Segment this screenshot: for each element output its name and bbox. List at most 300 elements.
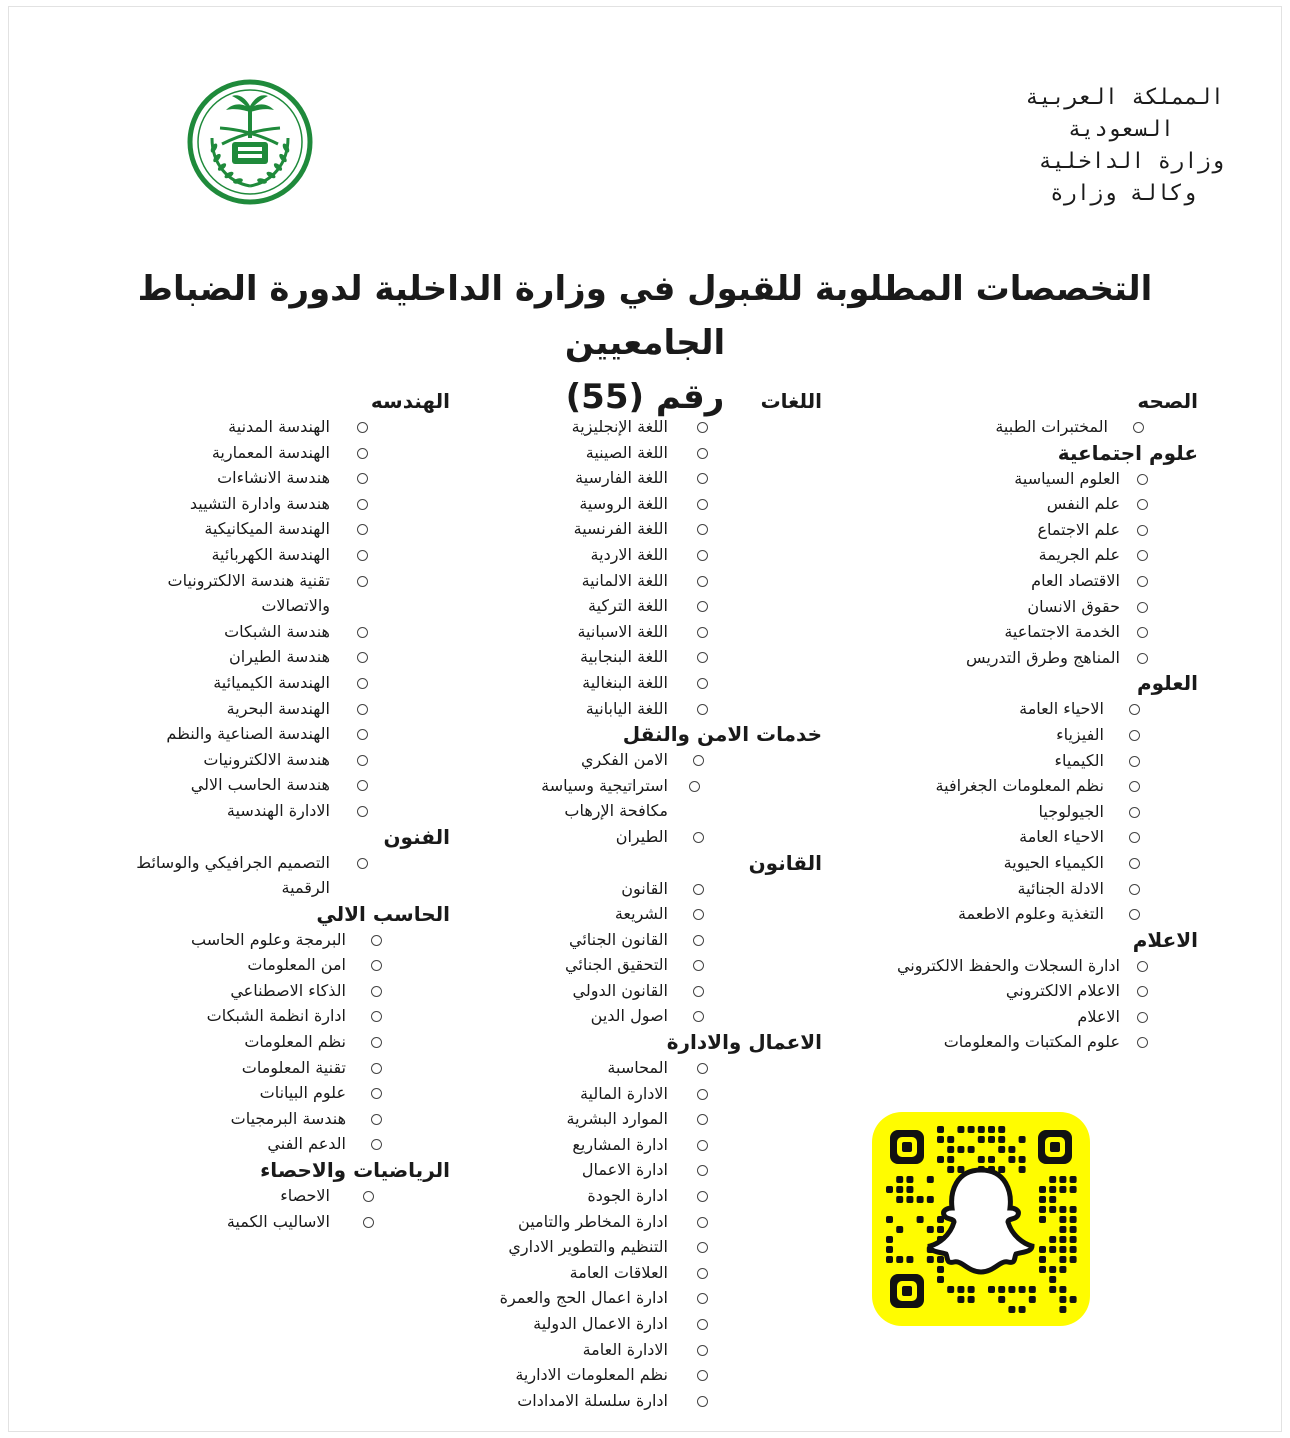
qr-dot [968,1286,975,1293]
circle-bullet-icon [371,1088,382,1099]
circle-bullet-icon [371,1063,382,1074]
circle-bullet-icon [697,550,708,561]
qr-dot [1008,1286,1015,1293]
circle-bullet-icon [357,627,368,638]
list-item: الادارة المالية [470,1081,822,1107]
list-item: امن المعلومات [100,952,450,978]
list-item: هندسة البرمجيات [100,1106,450,1132]
qr-dot [988,1136,995,1143]
circle-bullet-icon [697,1165,708,1176]
circle-bullet-icon [1129,756,1140,767]
header-line: وكالة وزارة [1050,181,1196,206]
qr-dot [1049,1286,1056,1293]
qr-dot [927,1226,934,1233]
qr-dot [957,1146,964,1153]
list-item: المختبرات الطبية [880,414,1198,440]
list-item: اللغة الصينية [470,440,822,466]
list-item: اللغة الالمانية [470,568,822,594]
list-item: ادارة اعمال الحج والعمرة [470,1285,822,1311]
circle-bullet-icon [1137,525,1148,536]
circle-bullet-icon [693,1011,704,1022]
list-item: الهندسة المعمارية [100,440,450,466]
qr-dot [1059,1246,1066,1253]
circle-bullet-icon [697,1293,708,1304]
circle-bullet-icon [1129,884,1140,895]
qr-dot [1049,1236,1056,1243]
circle-bullet-icon [1137,602,1148,613]
list-item: الاعلام الالكتروني [880,978,1198,1004]
qr-dot [896,1186,903,1193]
qr-dot [1049,1196,1056,1203]
qr-dot [1059,1216,1066,1223]
circle-bullet-icon [1137,550,1148,561]
section-heading-computer: الحاسب الالي [316,901,450,926]
circle-bullet-icon [357,499,368,510]
section-heading-engineering: الهندسه [370,389,450,413]
circle-bullet-icon [697,422,708,433]
list-engineering [100,414,450,824]
qr-dot [937,1256,944,1263]
section-heading-law: القانون [748,850,822,875]
list-item: ادارة الجودة [470,1183,822,1209]
circle-bullet-icon [1137,576,1148,587]
qr-dot [886,1256,893,1263]
qr-dot [1039,1206,1046,1213]
qr-dot [978,1156,985,1163]
list-item: نظم المعلومات [100,1029,450,1055]
circle-bullet-icon [1137,986,1148,997]
list-item: العلوم السياسية [880,466,1198,492]
list-item: اللغة الفارسية [470,465,822,491]
column-middle [470,388,822,1413]
circle-bullet-icon [693,960,704,971]
circle-bullet-icon [357,550,368,561]
list-item: تقنية هندسة الالكترونيات والاتصالات [130,568,450,619]
circle-bullet-icon [371,935,382,946]
circle-bullet-icon [697,1140,708,1151]
list-item: استراتيجية وسياسة مكافحة الإرهاب [528,773,822,824]
list-business [470,1055,822,1413]
qr-dot [1059,1306,1066,1313]
list-item: الامن الفكري [470,747,822,773]
qr-dot [1049,1246,1056,1253]
qr-dot [906,1256,913,1263]
circle-bullet-icon [357,858,368,869]
list-item: ادارة سلسلة الامدادات [470,1388,822,1414]
qr-dot [1059,1256,1066,1263]
circle-bullet-icon [697,473,708,484]
qr-dot [1070,1236,1077,1243]
qr-dot [1049,1276,1056,1283]
list-item: الاحصاء [100,1183,450,1209]
circle-bullet-icon [357,780,368,791]
list-item: الموارد البشرية [470,1106,822,1132]
qr-dot [947,1146,954,1153]
ministry-header [964,82,1224,210]
circle-bullet-icon [697,678,708,689]
circle-bullet-icon [357,422,368,433]
qr-dot [1059,1206,1066,1213]
list-item: التغذية وعلوم الاطعمة [880,901,1198,927]
circle-bullet-icon [1129,730,1140,741]
qr-dot [1070,1206,1077,1213]
list-item: تقنية المعلومات [100,1055,450,1081]
circle-bullet-icon [693,986,704,997]
circle-bullet-icon [697,1089,708,1100]
list-item: علم النفس [880,491,1198,517]
header-line: وزارة الداخلية [1038,149,1224,174]
circle-bullet-icon [697,1370,708,1381]
circle-bullet-icon [693,832,704,843]
circle-bullet-icon [357,729,368,740]
list-item: الهندسة الصناعية والنظم [100,721,450,747]
section-heading-sciences: العلوم [1136,671,1198,696]
circle-bullet-icon [371,1037,382,1048]
list-item: الدعم الفني [100,1131,450,1157]
circle-bullet-icon [1137,1037,1148,1048]
circle-bullet-icon [1137,961,1148,972]
circle-bullet-icon [357,524,368,535]
qr-dot [917,1216,924,1223]
list-languages [470,414,822,721]
qr-dot [1059,1236,1066,1243]
list-item: الهندسة الميكانيكية [100,516,450,542]
circle-bullet-icon [357,678,368,689]
qr-dot [968,1296,975,1303]
qr-dot [947,1286,954,1293]
circle-bullet-icon [697,1217,708,1228]
list-item: الاحياء العامة [880,696,1198,722]
circle-bullet-icon [697,448,708,459]
list-item: ادارة السجلات والحفظ الالكتروني [880,953,1198,979]
list-item: التحقيق الجنائي [470,952,822,978]
list-item: الاحياء العامة [880,824,1198,850]
qr-dot [957,1296,964,1303]
list-item: هندسة الطيران [100,644,450,670]
list-item: اللغة الاردية [470,542,822,568]
list-item: ادارة الاعمال الدولية [470,1311,822,1337]
qr-dot [1070,1296,1077,1303]
section-heading-math-stats: الرياضيات والاحصاء [260,1158,450,1183]
qr-dot [886,1236,893,1243]
list-item: الفيزياء [880,722,1198,748]
qr-dot [978,1126,985,1133]
qr-dot [988,1126,995,1133]
circle-bullet-icon [371,1114,382,1125]
circle-bullet-icon [363,1191,374,1202]
qr-dot [947,1136,954,1143]
list-item: الجيولوجيا [880,799,1198,825]
list-item: القانون [470,876,822,902]
qr-dot [1070,1176,1077,1183]
list-item: الكيمياء [880,748,1198,774]
circle-bullet-icon [697,576,708,587]
qr-dot [1049,1176,1056,1183]
list-item: ادارة انظمة الشبكات [100,1003,450,1029]
list-social-sciences [880,466,1198,671]
list-item: الادلة الجنائية [880,876,1198,902]
qr-dot [998,1136,1005,1143]
list-item: الكيمياء الحيوية [880,850,1198,876]
qr-dot [1059,1186,1066,1193]
list-item: الادارة الهندسية [100,798,450,824]
qr-dot [896,1176,903,1183]
circle-bullet-icon [697,1063,708,1074]
qr-dot [957,1166,964,1173]
qr-dot [1039,1216,1046,1223]
circle-bullet-icon [697,499,708,510]
qr-dot [1019,1156,1026,1163]
qr-dot [937,1266,944,1273]
list-item: اللغة البنجابية [470,644,822,670]
list-item: هندسة الالكترونيات [100,747,450,773]
list-item: التصميم الجرافيكي والوسائط الرقمية [100,850,450,901]
qr-dot [1039,1256,1046,1263]
circle-bullet-icon [1129,704,1140,715]
list-item: هندسة الانشاءات [100,465,450,491]
list-item: الهندسة البحرية [100,696,450,722]
snapchat-qr-code-icon [872,1112,1090,1326]
section-heading-security-transport: خدمات الامن والنقل [622,722,822,747]
circle-bullet-icon [697,1319,708,1330]
circle-bullet-icon [697,524,708,535]
qr-dot [988,1156,995,1163]
qr-dot [917,1196,924,1203]
list-item: الاقتصاد العام [880,568,1198,594]
qr-dot [1008,1306,1015,1313]
qr-dot [1008,1156,1015,1163]
qr-dot [1019,1306,1026,1313]
qr-dot [886,1246,893,1253]
qr-dot [1019,1166,1026,1173]
list-item: هندسة الحاسب الالي [100,772,450,798]
circle-bullet-icon [697,1191,708,1202]
list-computer [100,927,450,1157]
qr-dot [1059,1266,1066,1273]
circle-bullet-icon [1137,627,1148,638]
header-line: السعودية [1068,117,1174,142]
qr-dot [1019,1286,1026,1293]
qr-dot [1049,1206,1056,1213]
circle-bullet-icon [693,935,704,946]
circle-bullet-icon [697,1242,708,1253]
list-item: البرمجة وعلوم الحاسب [100,927,450,953]
circle-bullet-icon [697,652,708,663]
qr-dot [896,1256,903,1263]
circle-bullet-icon [1137,653,1148,664]
qr-dot [1049,1186,1056,1193]
qr-dot [998,1286,1005,1293]
qr-dot [1039,1196,1046,1203]
list-item: اللغة البنغالية [470,670,822,696]
circle-bullet-icon [1129,781,1140,792]
list-math-stats [100,1183,450,1234]
qr-dot [1039,1266,1046,1273]
circle-bullet-icon [697,627,708,638]
list-item: نظم المعلومات الجغرافية [880,773,1198,799]
qr-dot [1049,1266,1056,1273]
header-line: المملكة العربية [1025,85,1224,110]
circle-bullet-icon [371,1011,382,1022]
section-heading-arts: الفنون [383,824,450,849]
section-heading-media: الاعلام [1132,927,1198,952]
circle-bullet-icon [357,473,368,484]
qr-dot [927,1196,934,1203]
list-item: هندسة وادارة التشييد [100,491,450,517]
qr-dot [988,1286,995,1293]
qr-dot [1059,1176,1066,1183]
qr-dot [1039,1186,1046,1193]
list-media [880,953,1198,1055]
list-item: هندسة الشبكات [100,619,450,645]
circle-bullet-icon [357,448,368,459]
list-item: الهندسة المدنية [100,414,450,440]
qr-dot [927,1256,934,1263]
list-arts [100,850,450,901]
circle-bullet-icon [1129,807,1140,818]
ministry-emblem-icon [186,78,314,206]
list-item: الهندسة الكهربائية [100,542,450,568]
qr-dot [886,1216,893,1223]
list-security-transport [470,747,822,849]
list-item: الطيران [470,824,822,850]
list-item: اللغة الإنجليزية [470,414,822,440]
list-item: اصول الدين [470,1003,822,1029]
qr-dot [1008,1146,1015,1153]
qr-dot [937,1126,944,1133]
list-item: اللغة الفرنسية [470,516,822,542]
qr-dot [947,1156,954,1163]
list-item: القانون الدولي [470,978,822,1004]
list-item: الادارة العامة [470,1337,822,1363]
list-item: ادارة الاعمال [470,1157,822,1183]
circle-bullet-icon [363,1217,374,1228]
qr-dot [1070,1216,1077,1223]
qr-dot [927,1176,934,1183]
circle-bullet-icon [697,601,708,612]
qr-dot [937,1276,944,1283]
circle-bullet-icon [697,704,708,715]
circle-bullet-icon [1129,858,1140,869]
list-item: الاعلام [880,1004,1198,1030]
list-item: المناهج وطرق التدريس [880,645,1198,671]
qr-dot [1039,1246,1046,1253]
qr-dot [1029,1296,1036,1303]
qr-dot [896,1226,903,1233]
qr-dot [906,1176,913,1183]
list-item: المحاسبة [470,1055,822,1081]
section-heading-business: الاعمال والادارة [666,1030,822,1055]
list-item: ادارة المشاريع [470,1132,822,1158]
circle-bullet-icon [371,986,382,997]
list-item: حقوق الانسان [880,594,1198,620]
circle-bullet-icon [371,960,382,971]
list-item: العلاقات العامة [470,1260,822,1286]
list-item: نظم المعلومات الادارية [470,1362,822,1388]
circle-bullet-icon [693,755,704,766]
qr-dot [906,1196,913,1203]
list-health [880,414,1198,440]
circle-bullet-icon [357,576,368,587]
list-item: اللغة التركية [470,593,822,619]
title-line: التخصصات المطلوبة للقبول في وزارة الداخلية لدورة الضباط الجامعيين [137,269,1153,363]
list-item: الشريعة [470,901,822,927]
circle-bullet-icon [1129,832,1140,843]
list-item: ادارة المخاطر والتامين [470,1209,822,1235]
qr-dot [998,1296,1005,1303]
qr-dot [998,1146,1005,1153]
qr-dot [937,1156,944,1163]
list-item: القانون الجنائي [470,927,822,953]
list-item: اللغة اليابانية [470,696,822,722]
qr-dot [896,1196,903,1203]
list-law [470,876,822,1030]
list-item: اللغة الروسية [470,491,822,517]
qr-dot [998,1126,1005,1133]
qr-dot [906,1186,913,1193]
qr-dot [1059,1226,1066,1233]
qr-dot [937,1226,944,1233]
qr-dot [886,1186,893,1193]
circle-bullet-icon [693,909,704,920]
circle-bullet-icon [689,781,700,792]
circle-bullet-icon [693,884,704,895]
qr-dot [978,1136,985,1143]
qr-dot [968,1146,975,1153]
list-item: علم الجريمة [880,542,1198,568]
circle-bullet-icon [371,1139,382,1150]
circle-bullet-icon [697,1396,708,1407]
qr-dot [1070,1256,1077,1263]
qr-dot [1029,1286,1036,1293]
qr-dot [1070,1226,1077,1233]
qr-dot [937,1136,944,1143]
section-heading-health: الصحه [1137,389,1198,413]
list-item: اللغة الاسبانية [470,619,822,645]
circle-bullet-icon [1129,909,1140,920]
list-item: الخدمة الاجتماعية [880,619,1198,645]
qr-dot [947,1166,954,1173]
qr-dot [998,1166,1005,1173]
circle-bullet-icon [357,652,368,663]
title-number: رقم (55) [565,377,725,417]
circle-bullet-icon [357,704,368,715]
column-left [100,388,450,1234]
circle-bullet-icon [697,1268,708,1279]
qr-dot [968,1126,975,1133]
circle-bullet-icon [1137,474,1148,485]
qr-dot [957,1126,964,1133]
circle-bullet-icon [697,1345,708,1356]
section-heading-social-sciences: علوم اجتماعية [1057,440,1198,465]
qr-dot [1070,1246,1077,1253]
circle-bullet-icon [1137,499,1148,510]
qr-dot [1070,1186,1077,1193]
circle-bullet-icon [1133,422,1144,433]
list-item: التنظيم والتطوير الاداري [470,1234,822,1260]
qr-dot [957,1286,964,1293]
circle-bullet-icon [697,1114,708,1125]
qr-dot [1059,1296,1066,1303]
list-item: علوم المكتبات والمعلومات [880,1029,1198,1055]
qr-dot [1059,1286,1066,1293]
list-item: الذكاء الاصطناعي [100,978,450,1004]
list-item: علوم البيانات [100,1080,450,1106]
circle-bullet-icon [357,806,368,817]
list-sciences [880,696,1198,926]
list-item: الهندسة الكيميائية [100,670,450,696]
qr-dot [1019,1136,1026,1143]
